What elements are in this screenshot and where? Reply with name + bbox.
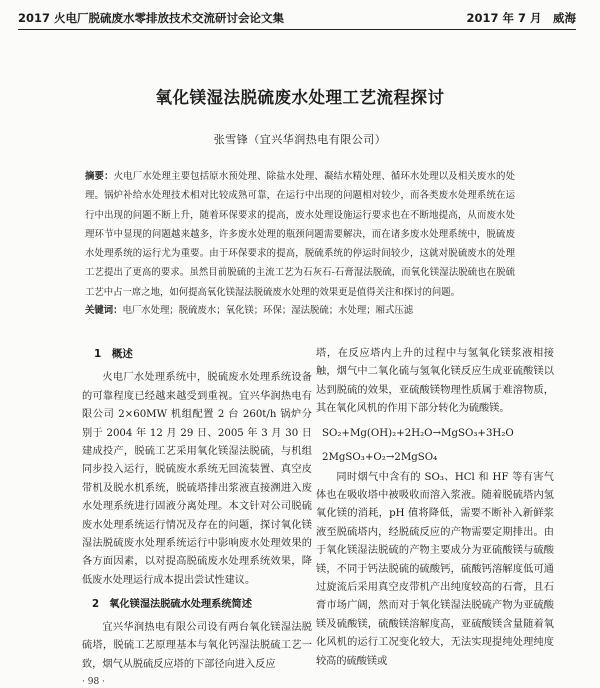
running-header	[18, 10, 576, 28]
keywords	[85, 302, 515, 316]
paper-title: 氧化镁湿法脱硫废水处理工艺流程探讨	[155, 88, 445, 107]
section-2-heading: 2 氧化镁湿法脱硫水处理系统简述	[92, 599, 252, 611]
equation-2: 2MgSO₃+O₂→2MgSO₄	[322, 451, 438, 463]
section-1-heading: 1 概述	[94, 348, 133, 360]
keywords-text: 电厂水处理；脱硫废水；氧化镁；环保；湿法脱硫；水处理；厢式压滤	[122, 305, 414, 316]
header-conference: 2017 火电厂脱硫废水零排放技术交流研讨会论文集	[18, 11, 285, 25]
page-number: · 98 ·	[82, 677, 105, 687]
left-column	[82, 345, 312, 674]
header-rule	[18, 29, 576, 30]
section-1-text: 火电厂水处理系统中，脱硫废水处理系统设备的可靠程度已经越来越受到重视。宜兴华润热电有限公司 2×60MW 机组配置 2 台 260t/h 锅炉分别于 2004 年 12 月 29 日、2005 年 3 月 30 日建成投产，脱硫工艺采用氧化镁湿法脱硫，与机组同步投入运行，脱硫废水系统无回流装置、真空皮带机及脱水机系统，脱硫塔排出浆液直接溯进入废水处理系统进行固液分离处理。本文针对公司脱硫废水处理系统运行情况及存在的问题，探讨氧化镁湿法脱硫废水处理系统运行中影响废水处理效果的各方面因素，以对提高脱硫废水处理系统效果，降低废水处理运行成本提出尝试性建议。	[82, 372, 312, 586]
header-date-location: 2017 年 7 月 威海	[466, 11, 576, 25]
abstract	[85, 167, 515, 302]
keywords-label: 关键词：	[85, 305, 123, 316]
abstract-text: 火电厂水处理主要包括原水预处理、除盐水处理、凝结水精处理、循环水处理以及相关废水的处理。锅炉补给水处理技术相对比较成熟可靠，在运行中出现的问题相对较少，而各类废水处理系统在运行中出现的问题不断上升，随着环保要求的提高，废水处理设施运行要求也在不断地提高，从而废水处理环节中显现的问题越来越多，许多废水处理的瓶颈问题需要解决，而在诸多废水处理系统中，脱硫废水处理系统的运行尤为重要。由于环保要求的提高，脱硫系统的停运时间较少，这就对脱硫废水的处理工艺提出了更高的要求。虽然目前脱硫的主流工艺为石灰石-石膏湿法脱硫，而氧化镁湿法脱硫也在脱硫工艺中占一席之地，如何提高氧化镁湿法脱硫废水处理的效果更是值得关注和探讨的问题。	[85, 171, 515, 298]
section-2-text: 宜兴华润热电有限公司设有两台氧化镁湿法脱硫塔，脱硫工艺原理基本与氧化钙湿法脱硫工艺一致，烟气从脱硫反应塔的下部径向进入反应	[82, 621, 312, 670]
abstract-label: 摘要：	[85, 171, 114, 182]
author-line: 张雪锋（宜兴华润热电有限公司）	[213, 133, 387, 146]
right-paragraph-2: 同时烟气中含有的 SO₃、HCl 和 HF 等有害气体也在吸收塔中被吸收而溶入浆液。随着脱硫塔内氢氧化镁的消耗，pH 值将降低，需要不断补入新鲜浆液至脱硫塔内，经脱硫反应的产物需要定期排出。由于氧化镁湿法脱硫的产物主要成分为亚硫酸镁与硫酸镁，不同于钙法脱硫的硫酸钙，硫酸钙溶解度低可通过旋流后采用真空皮带机产出纯度较高的石膏，且石膏市场广阔，然而对于氧化镁湿法脱硫产物为亚硫酸镁及硫酸镁，硫酸镁溶解度高，亚硫酸镁含量随着氧化风机的运行工况变化较大，无法实现提纯处理纯度较高的硫酸镁或	[316, 471, 554, 667]
right-paragraph-1: 塔，在反应塔内上升的过程中与氢氧化镁浆液相接触，烟气中二氧化硫与氢氧化镁反应生成亚硫酸镁以达到脱硫的效果，亚硫酸镁物理性质属于难溶物质，其在氧化风机的作用下部分转化为硫酸镁。	[316, 348, 554, 415]
equation-1: SO₂+Mg(OH)₂+2H₂O→MgSO₃+3H₂O	[322, 427, 514, 439]
right-column	[316, 345, 554, 671]
